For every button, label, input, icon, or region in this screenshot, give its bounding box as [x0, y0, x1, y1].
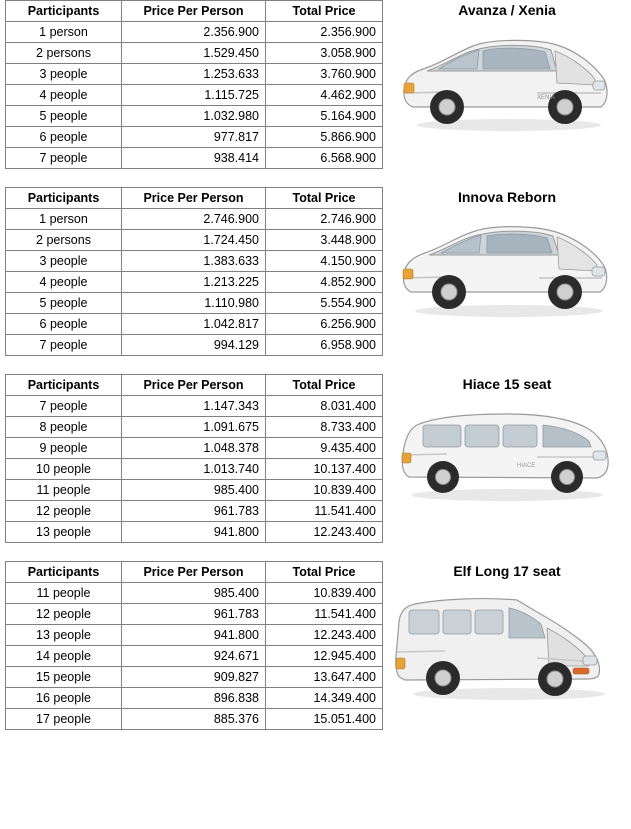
- cell-participants: 3 people: [6, 251, 122, 272]
- table-row: [6, 127, 383, 148]
- svg-text:HIACE: HIACE: [517, 463, 536, 469]
- cell-total-price: 6.958.900: [266, 335, 383, 356]
- column-header-participants: Participants: [6, 1, 122, 22]
- cell-participants: 14 people: [6, 646, 122, 667]
- table-row: [6, 501, 383, 522]
- cell-price-per-person: 941.800: [122, 522, 266, 543]
- cell-participants: 1 person: [6, 209, 122, 230]
- table-header-row: [6, 188, 383, 209]
- table-row: [6, 417, 383, 438]
- minibus-icon: [387, 582, 627, 712]
- cell-total-price: 2.356.900: [266, 22, 383, 43]
- cell-price-per-person: 909.827: [122, 667, 266, 688]
- cell-price-per-person: 938.414: [122, 148, 266, 169]
- cell-price-per-person: 1.724.450: [122, 230, 266, 251]
- van-icon: [387, 395, 627, 525]
- price-table: [5, 561, 383, 730]
- cell-participants: 5 people: [6, 293, 122, 314]
- cell-total-price: 10.839.400: [266, 583, 383, 604]
- table-row: [6, 480, 383, 501]
- price-block: [0, 0, 631, 169]
- cell-total-price: 10.839.400: [266, 480, 383, 501]
- cell-price-per-person: 1.383.633: [122, 251, 266, 272]
- cell-total-price: 4.150.900: [266, 251, 383, 272]
- cell-price-per-person: 1.013.740: [122, 459, 266, 480]
- table-row: [6, 148, 383, 169]
- cell-participants: 10 people: [6, 459, 122, 480]
- table-row: [6, 646, 383, 667]
- price-table-wrapper: [0, 561, 383, 730]
- cell-participants: 11 people: [6, 583, 122, 604]
- column-header-price-per-person: Price Per Person: [122, 188, 266, 209]
- cell-total-price: 3.448.900: [266, 230, 383, 251]
- table-row: [6, 583, 383, 604]
- mpv-car-icon: [387, 208, 627, 338]
- cell-total-price: 12.243.400: [266, 522, 383, 543]
- table-row: [6, 604, 383, 625]
- cell-price-per-person: 1.048.378: [122, 438, 266, 459]
- table-row: [6, 396, 383, 417]
- vehicle-panel: [383, 187, 631, 338]
- cell-total-price: 4.852.900: [266, 272, 383, 293]
- cell-price-per-person: 985.400: [122, 583, 266, 604]
- cell-participants: 7 people: [6, 335, 122, 356]
- cell-total-price: 5.554.900: [266, 293, 383, 314]
- table-row: [6, 43, 383, 64]
- cell-price-per-person: 1.091.675: [122, 417, 266, 438]
- cell-total-price: 5.164.900: [266, 106, 383, 127]
- table-header-row: [6, 562, 383, 583]
- price-table-wrapper: [0, 374, 383, 543]
- cell-total-price: 8.733.400: [266, 417, 383, 438]
- cell-participants: 17 people: [6, 709, 122, 730]
- table-row: [6, 709, 383, 730]
- table-row: [6, 459, 383, 480]
- cell-total-price: 2.746.900: [266, 209, 383, 230]
- cell-total-price: 6.568.900: [266, 148, 383, 169]
- table-row: [6, 106, 383, 127]
- cell-participants: 11 people: [6, 480, 122, 501]
- cell-participants: 13 people: [6, 625, 122, 646]
- cell-participants: 13 people: [6, 522, 122, 543]
- cell-total-price: 9.435.400: [266, 438, 383, 459]
- cell-participants: 12 people: [6, 604, 122, 625]
- cell-price-per-person: 977.817: [122, 127, 266, 148]
- mpv-car-icon: [387, 21, 627, 151]
- cell-price-per-person: 2.746.900: [122, 209, 266, 230]
- price-block: [0, 187, 631, 356]
- vehicle-panel: [383, 561, 631, 712]
- cell-participants: 7 people: [6, 396, 122, 417]
- table-header-row: [6, 1, 383, 22]
- table-row: [6, 64, 383, 85]
- cell-participants: 8 people: [6, 417, 122, 438]
- price-table-wrapper: [0, 0, 383, 169]
- cell-price-per-person: 1.253.633: [122, 64, 266, 85]
- column-header-price-per-person: Price Per Person: [122, 1, 266, 22]
- cell-participants: 7 people: [6, 148, 122, 169]
- cell-price-per-person: 1.213.225: [122, 272, 266, 293]
- cell-price-per-person: 1.529.450: [122, 43, 266, 64]
- column-header-participants: Participants: [6, 375, 122, 396]
- cell-price-per-person: 885.376: [122, 709, 266, 730]
- cell-price-per-person: 961.783: [122, 604, 266, 625]
- cell-price-per-person: 1.110.980: [122, 293, 266, 314]
- table-row: [6, 688, 383, 709]
- cell-total-price: 15.051.400: [266, 709, 383, 730]
- cell-total-price: 4.462.900: [266, 85, 383, 106]
- cell-total-price: 8.031.400: [266, 396, 383, 417]
- cell-participants: 4 people: [6, 272, 122, 293]
- table-header-row: [6, 375, 383, 396]
- cell-price-per-person: 1.147.343: [122, 396, 266, 417]
- cell-participants: 3 people: [6, 64, 122, 85]
- cell-participants: 4 people: [6, 85, 122, 106]
- table-row: [6, 230, 383, 251]
- table-row: [6, 251, 383, 272]
- column-header-total-price: Total Price: [266, 375, 383, 396]
- cell-total-price: 3.760.900: [266, 64, 383, 85]
- column-header-total-price: Total Price: [266, 1, 383, 22]
- cell-participants: 2 persons: [6, 230, 122, 251]
- vehicle-title: Hiace 15 seat: [462, 376, 552, 392]
- table-row: [6, 293, 383, 314]
- table-row: [6, 209, 383, 230]
- table-row: [6, 438, 383, 459]
- cell-participants: 12 people: [6, 501, 122, 522]
- table-row: [6, 85, 383, 106]
- cell-price-per-person: 1.042.817: [122, 314, 266, 335]
- cell-price-per-person: 896.838: [122, 688, 266, 709]
- vehicle-title: Avanza / Xenia: [458, 2, 556, 18]
- column-header-participants: Participants: [6, 188, 122, 209]
- cell-price-per-person: 985.400: [122, 480, 266, 501]
- cell-total-price: 12.945.400: [266, 646, 383, 667]
- price-table: [5, 187, 383, 356]
- cell-total-price: 13.647.400: [266, 667, 383, 688]
- cell-total-price: 6.256.900: [266, 314, 383, 335]
- cell-price-per-person: 924.671: [122, 646, 266, 667]
- price-block: [0, 561, 631, 730]
- price-table: [5, 0, 383, 169]
- cell-total-price: 14.349.400: [266, 688, 383, 709]
- cell-participants: 6 people: [6, 314, 122, 335]
- cell-total-price: 11.541.400: [266, 501, 383, 522]
- column-header-total-price: Total Price: [266, 188, 383, 209]
- vehicle-title: Elf Long 17 seat: [453, 563, 561, 579]
- column-header-price-per-person: Price Per Person: [122, 375, 266, 396]
- table-row: [6, 667, 383, 688]
- price-table: [5, 374, 383, 543]
- cell-total-price: 12.243.400: [266, 625, 383, 646]
- cell-total-price: 3.058.900: [266, 43, 383, 64]
- table-row: [6, 625, 383, 646]
- cell-total-price: 10.137.400: [266, 459, 383, 480]
- svg-text:XENIA: XENIA: [537, 95, 556, 101]
- cell-price-per-person: 1.115.725: [122, 85, 266, 106]
- table-row: [6, 22, 383, 43]
- table-row: [6, 335, 383, 356]
- cell-price-per-person: 2.356.900: [122, 22, 266, 43]
- cell-price-per-person: 961.783: [122, 501, 266, 522]
- vehicle-panel: [383, 0, 631, 151]
- table-row: [6, 522, 383, 543]
- table-row: [6, 272, 383, 293]
- cell-participants: 1 person: [6, 22, 122, 43]
- table-row: [6, 314, 383, 335]
- cell-participants: 5 people: [6, 106, 122, 127]
- cell-participants: 16 people: [6, 688, 122, 709]
- cell-price-per-person: 994.129: [122, 335, 266, 356]
- cell-participants: 9 people: [6, 438, 122, 459]
- price-block: [0, 374, 631, 543]
- cell-total-price: 11.541.400: [266, 604, 383, 625]
- cell-participants: 15 people: [6, 667, 122, 688]
- column-header-price-per-person: Price Per Person: [122, 562, 266, 583]
- cell-participants: 6 people: [6, 127, 122, 148]
- price-table-wrapper: [0, 187, 383, 356]
- cell-participants: 2 persons: [6, 43, 122, 64]
- cell-total-price: 5.866.900: [266, 127, 383, 148]
- vehicle-title: Innova Reborn: [457, 189, 556, 205]
- vehicle-panel: [383, 374, 631, 525]
- column-header-total-price: Total Price: [266, 562, 383, 583]
- column-header-participants: Participants: [6, 562, 122, 583]
- cell-price-per-person: 941.800: [122, 625, 266, 646]
- cell-price-per-person: 1.032.980: [122, 106, 266, 127]
